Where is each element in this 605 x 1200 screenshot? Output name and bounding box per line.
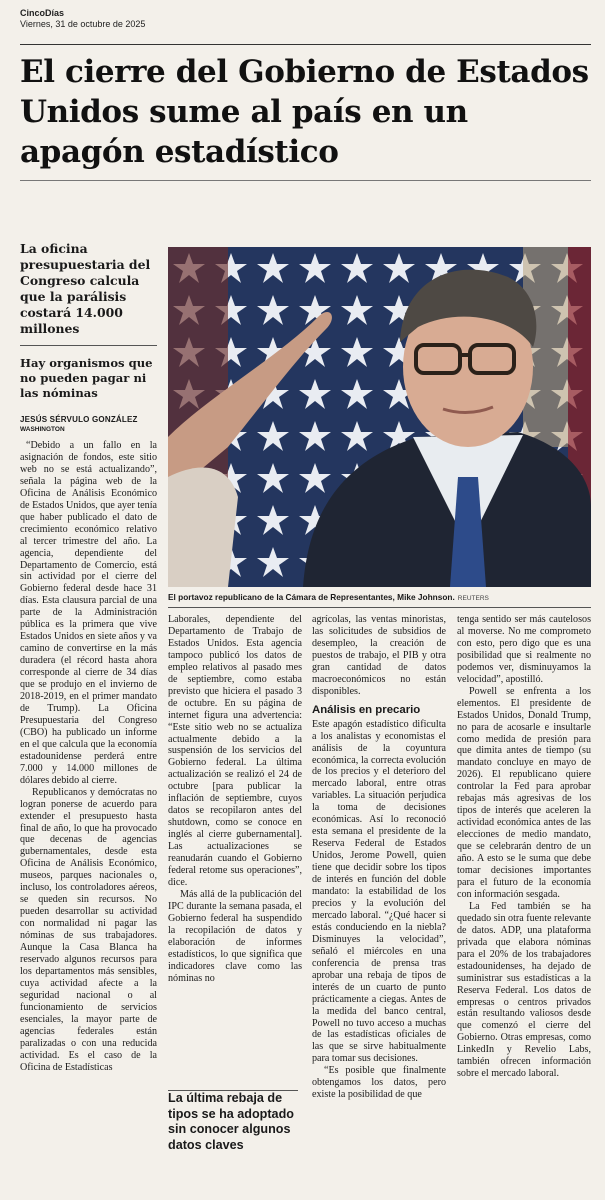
- top-rule: [20, 44, 591, 45]
- caption-text: El portavoz republicano de la Cámara de Representantes, Mike Johnson.: [168, 592, 455, 602]
- pull-quote-text: La última rebaja de tipos se ha adoptado sin conocer algunos datos claves: [168, 1091, 294, 1152]
- body-column-1: [20, 440, 157, 1074]
- paragraph: tenga sentido ser más cautelosos al moverse. No me comprometo con esto, pero digo que es una posibilidad que si realmente no podemos ver, disminuyamos la velocidad”, apostilló.: [457, 614, 591, 685]
- paragraph: “Debido a un fallo en la asignación de fondos, este sitio web no se está actualizando”, señala la página web de la Oficina de Análisis Económico de Estados Unidos, que ayer tenía que haber publicado el dato de crecimiento económico relativo al tercer trimestre del año. La agencia, dependiente del Departamento de Comercio, está sin actividad por el cierre del Gobierno federal desde hace 31 días. Esta clausura parcial de una parte de la Administración pública es la primera que vive Estados Unidos en siete años y va camino de convertirse en la más duradera (el récord hasta ahora corresponde al cierre de 34 días que se produjo en el invierno de 2018-2019, en el primer mandato de Trump). La Oficina Presupuestaria del Congreso (CBO) ha publicado un informe en el que calcula que la economía estadounidense perderá entre 7.000 y 14.000 millones de dólares debido al cierre.: [20, 440, 157, 786]
- paragraph: Powell se enfrenta a los elementos. El presidente de Estados Unidos, Donald Trump, no para de acosarle e insultarle como medida de presión para que dimita antes de tiempo (su mandato concluye en mayo de 2026). El republicano quiere controlar la Fed para aprobar rebajas más agresivas de los tipos de interés que aceleren la actividad económica antes de las elecciones de medio mandato, que se celebrarán dentro de un año. A esto se le suma que debe tomar decisiones importantes para el futuro de la economía con información sesgada.: [457, 685, 591, 900]
- paragraph: Republicanos y demócratas no logran ponerse de acuerdo para extender el presupuesto hasta final de año, lo que ha provocado que decenas de agencias gubernamentales, desde esta Oficina de Análisis Económico, museos, parques nacionales o, incluso, los controladores aéreos, se queden sin recursos. No pueden desarrollar su actividad con normalidad ni pagar las nóminas de sus trabajadores. Aunque la Casa Blanca ha reservado algunos recursos para los departamentos más sensibles, cuya actividad afecte a la seguridad nacional o al funcionamiento de servicios esenciales, la mayor parte de agencias federales están paralizadas o con una reducida actividad. Es el caso de la Oficina de Estadísticas: [20, 786, 157, 1073]
- deck-divider: [20, 345, 157, 346]
- photo-illustration: [168, 247, 591, 587]
- photo-credit: REUTERS: [457, 595, 489, 602]
- issue-date: Viernes, 31 de octubre de 2025: [20, 19, 146, 29]
- photo-caption: [168, 592, 591, 604]
- deck-secondary: Hay organismos que no pueden pagar ni las nóminas: [20, 356, 153, 400]
- paragraph: La Fed también se ha quedado sin otra fuente relevante de datos. ADP, una plataforma privada que elabora nóminas para el 20% de los trabajadores estadounidenses, ha dejado de suministrar sus estadísticas a la Reserva Federal. Los datos de empresas o centros privados están resultando valiosos desde que comenzó el cierre del Gobierno. Otras empresas, como LinkedIn y Revelio Labs, también ofrecen información sobre el mercado laboral.: [457, 900, 591, 1080]
- byline-place: WASHINGTON: [20, 426, 65, 433]
- paragraph: Laborales, dependiente del Departamento de Trabajo de Estados Unidos. Esta agencia tampoco publicó los datos de empleo relativos al pasado mes de septiembre, como estaba previsto que hiciera el pasado 3 de octubre. En su página de internet figura una advertencia: “Este sitio web no se actualiza actualmente debido a la suspensión de los servicios del Gobierno federal. La última actualización se realizó el 24 de octubre [para publicar la inflación de septiembre, cuyos datos se recopilaron antes del shutdown, como se conoce en inglés al cierre gubernamental]. Las actualizaciones se reanudarán cuando el Gobierno federal retome sus operaciones”, dice.: [168, 614, 302, 888]
- section-subhead: Análisis en precario: [312, 703, 421, 716]
- pull-quote: [168, 1090, 298, 1153]
- paragraph: agrícolas, las ventas minoristas, las solicitudes de subsidios de desempleo, la creación de puestos de trabajo, el PIB y otra gran cantidad de datos macroeconómicos no están disponibles.: [312, 614, 446, 697]
- body-column-2: [168, 614, 302, 985]
- body-column-3: [312, 614, 446, 1101]
- masthead: [20, 8, 145, 30]
- left-column: [20, 241, 157, 1074]
- publication-name: CincoDías: [20, 8, 65, 18]
- paragraph: Más allá de la publicación del IPC durante la semana pasada, el Gobierno federal ha suspendido la recopilación de datos y elaboración de informes estadísticos, lo que significa que indicadores clave como las nóminas no: [168, 888, 302, 984]
- paragraph: Este apagón estadístico dificulta a los analistas y economistas el análisis de la coyuntura económica, la correcta evolución de los precios y el deterioro del mercado laboral, entre otras variables. La situación perjudica la toma de decisiones económicas. Así lo reconoció esta semana el presidente de la Reserva Federal de Estados Unidos, Jerome Powell, quien tiene que decidir sobre los tipos de interés en función del doble mandato: la estabilidad de los precios y la evolución del mercado laboral. “¿Qué hacer si estás conduciendo en la niebla? Disminuyes la velocidad”, señaló el miércoles en una conferencia de prensa tras aprobar una rebaja de tipos de interés de un cuarto de punto prácticamente a ciegas. Antes de la medida del banco central, Powell no tuvo acceso a muchas de las estadísticas oficiales de las que se sirve habitualmente para tomar sus decisiones.: [312, 718, 446, 1065]
- caption-rule: [168, 607, 591, 608]
- body-column-4: [457, 614, 591, 1080]
- headline: El cierre del Gobierno de Estados Unidos sume al país en un apagón estadístico: [20, 54, 589, 170]
- headline-rule: [20, 180, 591, 181]
- byline-author: JESÚS SÉRVULO GONZÁLEZ: [20, 415, 138, 424]
- news-photo: [168, 247, 591, 587]
- deck-primary: La oficina presupuestaria del Congreso calcula que la parálisis costará 14.000 millones: [20, 241, 151, 336]
- paragraph: “Es posible que finalmente obtengamos los datos, pero existe la posibilidad de que: [312, 1065, 446, 1101]
